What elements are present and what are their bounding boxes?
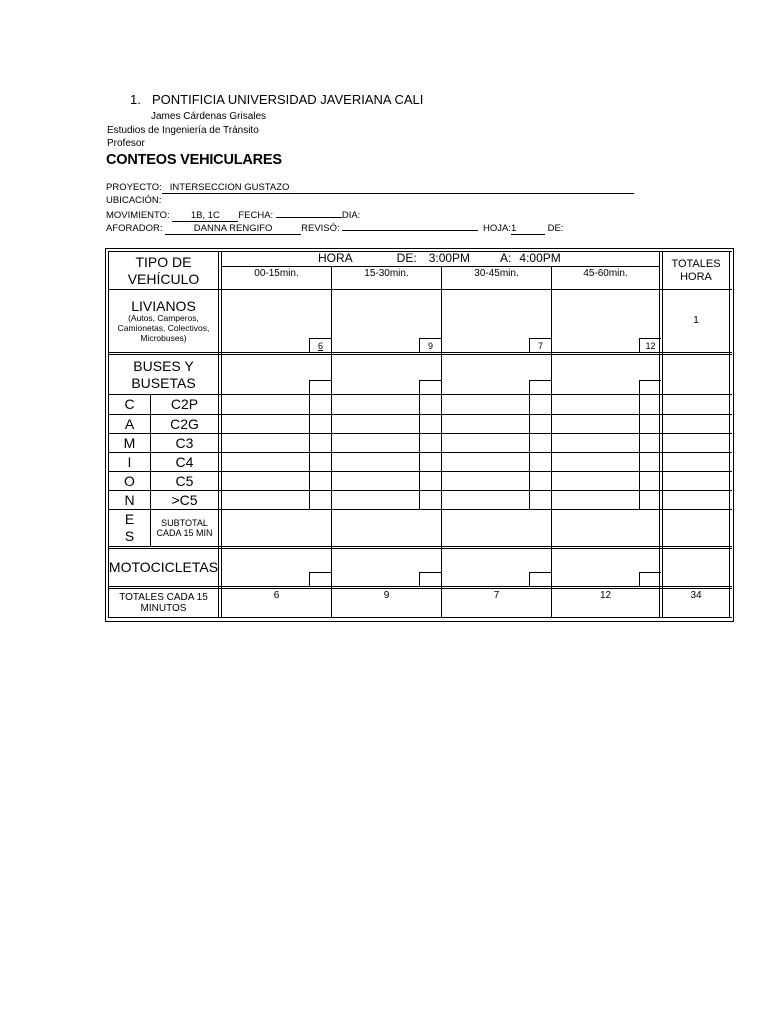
- tipo-vehiculo-header: [109, 252, 218, 289]
- livianos-title: LIVIANOS: [131, 298, 196, 315]
- ubicacion-label: UBICACIÓN:: [106, 195, 162, 206]
- hora-label: HORA: [318, 251, 353, 266]
- livianos-label: [109, 290, 218, 352]
- buses-tick-2: [419, 380, 441, 394]
- grand-total: 34: [690, 590, 702, 602]
- total-interval-2: 9: [383, 590, 390, 602]
- total-interval-1: 6: [273, 590, 280, 602]
- livianos-count-1: 6: [309, 338, 331, 352]
- interval-header-4: 45-60min.: [583, 268, 628, 280]
- dia-label: DIA:: [341, 210, 361, 221]
- proyecto-value: INTERSECCION GUSTAZO: [162, 182, 634, 194]
- camion-type-c3: C3: [175, 434, 194, 451]
- buses-tick-4: [639, 380, 661, 394]
- row-line-livianos: [108, 352, 732, 353]
- hora-de-label: DE:: [396, 251, 417, 266]
- buses-line1: BUSES Y: [133, 358, 194, 375]
- hora-header: [222, 252, 659, 266]
- proyecto-label: PROYECTO:: [106, 182, 162, 193]
- camiones-letter-n: N: [124, 491, 135, 508]
- tipo-line2: VEHÍCULO: [127, 270, 200, 287]
- subcol-4: [639, 394, 640, 509]
- moto-tick-3: [529, 572, 551, 586]
- aforador-field: [106, 221, 563, 235]
- movimiento-field: [106, 208, 360, 222]
- hora-a-label: A:: [500, 251, 512, 266]
- livianos-desc3: Microbuses): [140, 332, 187, 343]
- camiones-letter-m: M: [123, 434, 136, 451]
- buses-label: [109, 355, 218, 394]
- moto-tick-2: [419, 572, 441, 586]
- author-role: Profesor: [107, 138, 145, 149]
- totales-line2: MINUTOS: [140, 603, 187, 614]
- hoja-label: HOJA:: [482, 223, 511, 234]
- total-interval-3: 7: [493, 590, 500, 602]
- movimiento-value: 1B, 1C: [172, 210, 238, 222]
- document-title: CONTEOS VEHICULARES: [106, 152, 282, 168]
- reviso-blank: [342, 221, 478, 231]
- tipo-line1: TIPO DE: [135, 254, 192, 271]
- hora-a-value: 4:00PM: [519, 251, 561, 266]
- livianos-count-4: 12: [639, 338, 661, 352]
- totales-hora-line2: HORA: [680, 270, 712, 283]
- subcol-1: [309, 394, 310, 509]
- totales-hora-header: [663, 252, 729, 289]
- livianos-count-3: 7: [529, 338, 551, 352]
- col-line-45: [551, 266, 552, 617]
- camiones-letter-o: O: [124, 472, 135, 489]
- department: Estudios de Ingeniería de Tránsito: [107, 125, 259, 136]
- subtotal-line1: SUBTOTAL: [161, 517, 208, 528]
- buses-tick-3: [529, 380, 551, 394]
- totales-line1: TOTALES CADA 15: [119, 591, 208, 603]
- row-line-bottom: [108, 617, 732, 618]
- camiones-letter-a: A: [124, 415, 135, 432]
- col-line-15: [331, 266, 332, 617]
- livianos-desc1: (Autos, Camperos,: [128, 313, 199, 324]
- livianos-count-2: 9: [419, 338, 441, 352]
- subcol-3: [529, 394, 530, 509]
- interval-header-1: 00-15min.: [254, 268, 299, 280]
- row-line-subtotal: [108, 546, 732, 547]
- aforador-label: AFORADOR:: [106, 223, 163, 234]
- camiones-letter-e: E: [124, 510, 135, 527]
- camiones-letter-i: I: [127, 453, 132, 470]
- total-interval-4: 12: [599, 590, 612, 602]
- camion-type-gt-c5: >C5: [171, 491, 198, 508]
- camion-type-c5: C5: [175, 472, 194, 489]
- camiones-letter-c: C: [124, 396, 135, 413]
- subcol-2: [419, 394, 420, 509]
- moto-tick-1: [309, 572, 331, 586]
- fecha-label: FECHA:: [238, 210, 274, 221]
- buses-tick-1: [309, 380, 331, 394]
- hora-de-value: 3:00PM: [428, 251, 471, 266]
- totales-cada-15-label: [109, 589, 218, 617]
- moto-tick-4: [639, 572, 661, 586]
- camion-type-c2g: C2G: [170, 415, 199, 432]
- de-label: DE:: [547, 223, 564, 234]
- author-name: James Cárdenas Grisales: [151, 111, 267, 122]
- fecha-blank: [276, 208, 342, 218]
- col-line-60: [659, 251, 660, 617]
- col-line-tipo-double: [221, 251, 222, 617]
- camion-type-c2p: C2P: [170, 396, 199, 413]
- camiones-letter-s: S: [124, 527, 135, 544]
- livianos-desc2: Camionetas, Colectivos,: [117, 323, 210, 334]
- aforador-value: DANNA RENGIFO: [165, 223, 301, 235]
- totales-hora-line1: TOTALES: [671, 257, 721, 270]
- motocicletas-label: MOTOCICLETAS: [108, 559, 219, 576]
- list-number: 1.: [130, 92, 141, 107]
- movimiento-label: MOVIMIENTO:: [106, 210, 170, 221]
- ubicacion-field: [106, 195, 161, 206]
- camion-type-c4: C4: [175, 453, 194, 470]
- reviso-label: REVISÓ:: [301, 223, 340, 234]
- university-heading: [130, 92, 423, 107]
- interval-header-2: 15-30min.: [364, 268, 409, 280]
- col-line-30: [441, 266, 442, 617]
- hoja-value: 1: [511, 223, 545, 235]
- subtotal-label: [151, 510, 218, 546]
- livianos-total: 1: [693, 315, 699, 327]
- subtotal-line2: CADA 15 MIN: [156, 528, 213, 538]
- university-name: PONTIFICIA UNIVERSIDAD JAVERIANA CALI: [152, 92, 424, 107]
- col-line-tipo: [218, 251, 219, 617]
- col-line-right: [729, 251, 730, 617]
- buses-line2: BUSETAS: [131, 374, 196, 391]
- proyecto-field: [106, 182, 634, 194]
- row-line-moto: [108, 586, 732, 587]
- interval-header-3: 30-45min.: [474, 268, 519, 280]
